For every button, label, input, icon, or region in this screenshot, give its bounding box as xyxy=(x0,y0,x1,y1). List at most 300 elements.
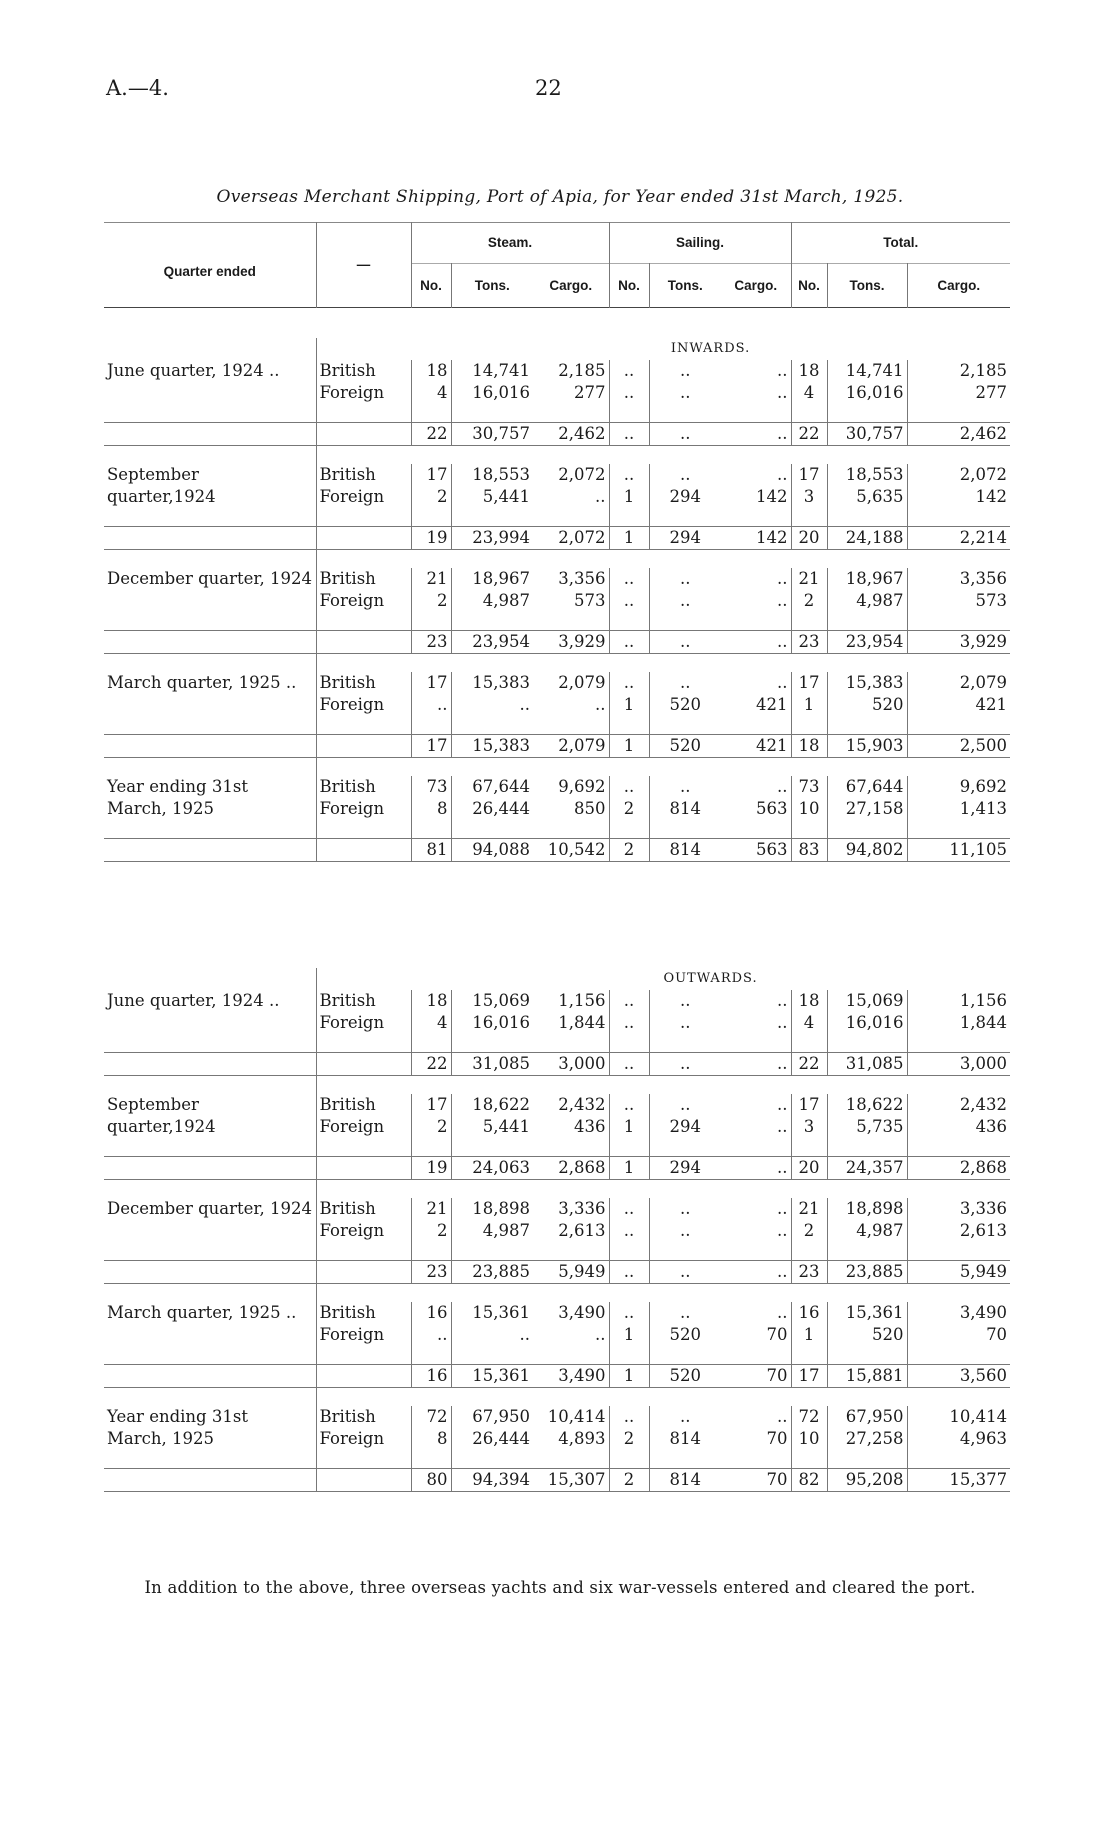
spacer-cell xyxy=(533,404,609,423)
total-no-cell: 3 xyxy=(791,1116,827,1138)
sailing-cargo-cell: 142 xyxy=(756,487,788,506)
spacer-cell xyxy=(104,1157,316,1180)
spacer-cell xyxy=(104,1261,316,1284)
spacer-cell xyxy=(907,1034,1010,1053)
steam-tons-subtotal: 23,994 xyxy=(451,527,533,550)
sailing-cargo-subtotal: 70 xyxy=(721,1365,791,1388)
spacer-cell xyxy=(721,1450,791,1469)
spacer-cell xyxy=(451,1242,533,1261)
header-total-cargo: Cargo. xyxy=(907,264,1010,308)
nationality-label: British xyxy=(316,1198,411,1220)
total-no-cell: 3 xyxy=(791,486,827,508)
sailing-tons-cell: .. xyxy=(649,672,721,694)
header-total-no: No. xyxy=(791,264,827,308)
total-tons-cell: 18,967 xyxy=(827,568,907,590)
table-row xyxy=(104,672,1010,694)
steam-tons-subtotal: 24,063 xyxy=(451,1157,533,1180)
table-row xyxy=(104,1302,1010,1324)
total-tons-cell: 5,635 xyxy=(827,486,907,508)
spacer-row xyxy=(104,1450,1010,1469)
steam-no-cell: 17 xyxy=(411,464,451,486)
spacer-cell xyxy=(609,1450,649,1469)
table-row xyxy=(104,360,1010,382)
sailing-tons-subtotal: .. xyxy=(649,1261,721,1284)
subtotal-row xyxy=(104,839,1010,862)
nationality-label: Foreign xyxy=(316,382,411,404)
spacer-cell xyxy=(649,716,721,735)
steam-no-cell: 8 xyxy=(411,798,451,820)
spacer-cell xyxy=(451,820,533,839)
sailing-tons-subtotal: 520 xyxy=(649,1365,721,1388)
spacer-cell xyxy=(791,404,827,423)
steam-cargo-cell: 850 xyxy=(574,799,606,818)
spacer-cell xyxy=(907,716,1010,735)
spacer-cell xyxy=(827,1346,907,1365)
total-cargo-cell: 70 xyxy=(907,1324,1010,1346)
total-no-cell: 16 xyxy=(791,1302,827,1324)
steam-tons-cell: 18,553 xyxy=(451,464,533,486)
nationality-label: Foreign xyxy=(316,486,411,508)
sailing-cargo-cell: .. xyxy=(777,591,788,610)
steam-cargo-cell: 1,844 xyxy=(558,1013,606,1032)
total-tons-cell: 520 xyxy=(827,694,907,716)
steam-cargo-subtotal: 5,949 xyxy=(533,1261,609,1284)
sailing-cargo-subtotal: 421 xyxy=(721,735,791,758)
sailing-cargo-cell: 70 xyxy=(766,1325,788,1344)
quarter-label: Year ending 31st March, 1925 xyxy=(107,777,248,818)
header-steam-no: No. xyxy=(411,264,451,308)
total-cargo-subtotal: 3,929 xyxy=(907,631,1010,654)
spacer-cell xyxy=(649,1034,721,1053)
total-cargo-subtotal: 2,868 xyxy=(907,1157,1010,1180)
spacer-cell xyxy=(451,716,533,735)
steam-tons-cell: 15,361 xyxy=(451,1302,533,1324)
spacer-cell xyxy=(104,968,316,990)
spacer-cell xyxy=(316,1365,411,1388)
total-cargo-subtotal: 15,377 xyxy=(907,1469,1010,1492)
steam-cargo-cell: 573 xyxy=(574,591,606,610)
sailing-tons-cell: .. xyxy=(649,1220,721,1242)
steam-cargo-subtotal: 3,490 xyxy=(533,1365,609,1388)
quarter-label: December quarter, 1924 xyxy=(107,569,312,588)
sailing-cargo-cell: .. xyxy=(777,1095,788,1114)
sailing-no-cell: .. xyxy=(609,360,649,382)
total-no-cell: 18 xyxy=(791,990,827,1012)
spacer-cell xyxy=(649,1242,721,1261)
sailing-no-subtotal: 1 xyxy=(609,1157,649,1180)
total-cargo-cell: 1,413 xyxy=(907,798,1010,820)
spacer-cell xyxy=(791,508,827,527)
sailing-tons-cell: .. xyxy=(649,1094,721,1116)
total-no-subtotal: 17 xyxy=(791,1365,827,1388)
spacer-cell xyxy=(104,820,316,839)
spacer-cell xyxy=(609,612,649,631)
spacer-cell xyxy=(609,1138,649,1157)
total-no-cell: 18 xyxy=(791,360,827,382)
quarter-label: March quarter, 1925 .. xyxy=(107,673,297,692)
total-cargo-subtotal: 5,949 xyxy=(907,1261,1010,1284)
sailing-cargo-cell: .. xyxy=(777,1407,788,1426)
spacer-cell xyxy=(791,612,827,631)
sailing-no-cell: .. xyxy=(609,1302,649,1324)
sailing-no-cell: .. xyxy=(609,1094,649,1116)
sailing-tons-cell: 520 xyxy=(649,694,721,716)
spacer-cell xyxy=(907,1138,1010,1157)
nationality-label: Foreign xyxy=(316,1220,411,1242)
spacer-cell xyxy=(533,508,609,527)
total-no-cell: 10 xyxy=(791,798,827,820)
spacer-row xyxy=(104,1388,1010,1407)
steam-tons-cell: 16,016 xyxy=(451,382,533,404)
steam-tons-cell: 16,016 xyxy=(451,1012,533,1034)
spacer-row xyxy=(104,820,1010,839)
spacer-row xyxy=(104,550,1010,569)
table-row xyxy=(104,990,1010,1012)
sailing-no-subtotal: .. xyxy=(609,423,649,446)
spacer-cell xyxy=(451,1450,533,1469)
sailing-tons-cell: .. xyxy=(649,360,721,382)
nationality-label: Foreign xyxy=(316,1116,411,1138)
total-tons-subtotal: 31,085 xyxy=(827,1053,907,1076)
spacer-cell xyxy=(104,1034,316,1053)
sailing-tons-cell: .. xyxy=(649,990,721,1012)
document-reference: A.—4. xyxy=(106,76,169,100)
subtotal-row xyxy=(104,423,1010,446)
total-no-cell: 1 xyxy=(791,694,827,716)
steam-tons-cell: 67,950 xyxy=(451,1406,533,1428)
spacer-cell xyxy=(316,1138,411,1157)
spacer-cell xyxy=(316,527,411,550)
total-tons-cell: 18,622 xyxy=(827,1094,907,1116)
nationality-label: Foreign xyxy=(316,798,411,820)
spacer-cell xyxy=(533,1346,609,1365)
spacer-cell xyxy=(533,1242,609,1261)
sailing-no-cell: 2 xyxy=(609,1428,649,1450)
steam-no-cell: 4 xyxy=(411,382,451,404)
sailing-tons-cell: 294 xyxy=(649,1116,721,1138)
sailing-no-cell: .. xyxy=(609,1012,649,1034)
sailing-tons-cell: .. xyxy=(649,590,721,612)
sailing-cargo-cell: .. xyxy=(777,1117,788,1136)
total-tons-cell: 15,361 xyxy=(827,1302,907,1324)
steam-cargo-subtotal: 15,307 xyxy=(533,1469,609,1492)
sailing-cargo-cell: .. xyxy=(777,361,788,380)
steam-cargo-subtotal: 10,542 xyxy=(533,839,609,862)
sailing-no-cell: .. xyxy=(609,990,649,1012)
header-steam-cargo: Cargo. xyxy=(549,277,593,293)
total-tons-subtotal: 24,188 xyxy=(827,527,907,550)
steam-no-subtotal: 23 xyxy=(411,631,451,654)
spacer-cell xyxy=(316,446,411,465)
spacer-cell xyxy=(104,404,316,423)
spacer-cell xyxy=(316,1261,411,1284)
steam-tons-cell: 15,383 xyxy=(451,672,533,694)
nationality-label: British xyxy=(316,990,411,1012)
spacer-row xyxy=(104,404,1010,423)
spacer-cell xyxy=(721,1242,791,1261)
spacer-cell xyxy=(907,508,1010,527)
subtotal-row xyxy=(104,1261,1010,1284)
total-no-subtotal: 22 xyxy=(791,1053,827,1076)
table-row xyxy=(104,464,1010,486)
spacer-cell xyxy=(316,1157,411,1180)
total-cargo-cell: 9,692 xyxy=(907,776,1010,798)
sailing-tons-subtotal: .. xyxy=(649,423,721,446)
total-tons-subtotal: 95,208 xyxy=(827,1469,907,1492)
sailing-no-subtotal: .. xyxy=(609,1261,649,1284)
steam-cargo-cell: .. xyxy=(595,1325,606,1344)
spacer-cell xyxy=(411,820,451,839)
steam-no-cell: 21 xyxy=(411,568,451,590)
steam-no-subtotal: 81 xyxy=(411,839,451,862)
spacer-cell xyxy=(316,1053,411,1076)
spacer-cell xyxy=(609,1346,649,1365)
total-tons-cell: 520 xyxy=(827,1324,907,1346)
total-tons-subtotal: 30,757 xyxy=(827,423,907,446)
steam-no-cell: 72 xyxy=(411,1406,451,1428)
spacer-cell xyxy=(411,1450,451,1469)
spacer-cell xyxy=(411,1242,451,1261)
spacer-cell xyxy=(609,820,649,839)
steam-no-cell: 17 xyxy=(411,672,451,694)
spacer-cell xyxy=(104,839,316,862)
nationality-label: Foreign xyxy=(316,1012,411,1034)
sailing-no-cell: .. xyxy=(609,464,649,486)
total-cargo-subtotal: 3,560 xyxy=(907,1365,1010,1388)
sailing-no-subtotal: .. xyxy=(609,1053,649,1076)
spacer-cell xyxy=(316,1034,411,1053)
total-tons-subtotal: 15,903 xyxy=(827,735,907,758)
sailing-no-cell: 1 xyxy=(609,486,649,508)
table-title: Overseas Merchant Shipping, Port of Apia, for Year ended 31st March, 1925. xyxy=(216,187,904,207)
spacer-cell xyxy=(609,404,649,423)
steam-tons-cell: 5,441 xyxy=(451,486,533,508)
spacer-cell xyxy=(104,654,316,673)
spacer-cell xyxy=(649,1346,721,1365)
spacer-cell xyxy=(827,820,907,839)
spacer-cell xyxy=(316,716,411,735)
spacer-cell xyxy=(104,1346,316,1365)
spacer-row xyxy=(104,1034,1010,1053)
spacer-row xyxy=(104,758,1010,777)
inwards-section-label: INWARDS. xyxy=(670,341,751,356)
sailing-tons-cell: .. xyxy=(649,1012,721,1034)
spacer-cell xyxy=(411,404,451,423)
steam-tons-cell: 14,741 xyxy=(451,360,533,382)
spacer-cell xyxy=(533,716,609,735)
steam-tons-subtotal: 23,885 xyxy=(451,1261,533,1284)
spacer-cell xyxy=(411,446,1010,465)
sailing-no-cell: .. xyxy=(609,776,649,798)
nationality-label: Foreign xyxy=(316,590,411,612)
spacer-cell xyxy=(316,654,411,673)
sailing-cargo-cell: .. xyxy=(777,383,788,402)
spacer-cell xyxy=(104,508,316,527)
total-no-cell: 21 xyxy=(791,568,827,590)
spacer-cell xyxy=(104,1388,316,1407)
sailing-no-subtotal: .. xyxy=(609,631,649,654)
steam-tons-cell: 67,644 xyxy=(451,776,533,798)
total-cargo-cell: 573 xyxy=(907,590,1010,612)
quarter-label: September quarter,1924 xyxy=(107,465,216,506)
total-tons-cell: 16,016 xyxy=(827,382,907,404)
steam-tons-cell: 4,987 xyxy=(451,590,533,612)
spacer-cell xyxy=(649,820,721,839)
spacer-cell xyxy=(791,1138,827,1157)
spacer-cell xyxy=(411,612,451,631)
inwards-section-heading-row xyxy=(104,338,1010,360)
spacer-cell xyxy=(104,550,316,569)
header-sailing: Sailing. xyxy=(609,223,791,264)
spacer-row xyxy=(104,446,1010,465)
total-tons-subtotal: 23,954 xyxy=(827,631,907,654)
table-row xyxy=(104,776,1010,798)
total-tons-cell: 5,735 xyxy=(827,1116,907,1138)
spacer-cell xyxy=(104,758,316,777)
steam-cargo-cell: 4,893 xyxy=(558,1429,606,1448)
total-tons-cell: 15,383 xyxy=(827,672,907,694)
subtotal-row xyxy=(104,527,1010,550)
steam-cargo-cell: 2,185 xyxy=(558,361,606,380)
spacer-cell xyxy=(649,1138,721,1157)
header-sailing-tons: Tons. xyxy=(649,264,721,308)
sailing-tons-cell: .. xyxy=(649,1198,721,1220)
spacer-cell xyxy=(104,716,316,735)
steam-cargo-cell: 2,613 xyxy=(558,1221,606,1240)
steam-cargo-subtotal: 3,000 xyxy=(533,1053,609,1076)
total-no-cell: 17 xyxy=(791,1094,827,1116)
spacer-cell xyxy=(316,968,411,990)
steam-tons-cell: 5,441 xyxy=(451,1116,533,1138)
sailing-no-subtotal: 2 xyxy=(609,839,649,862)
steam-tons-subtotal: 94,088 xyxy=(451,839,533,862)
total-cargo-cell: 277 xyxy=(907,382,1010,404)
nationality-label: Foreign xyxy=(316,694,411,716)
spacer-cell xyxy=(316,338,411,360)
spacer-row xyxy=(104,1284,1010,1303)
total-cargo-subtotal: 2,462 xyxy=(907,423,1010,446)
sailing-no-subtotal: 1 xyxy=(609,527,649,550)
spacer-cell xyxy=(827,1242,907,1261)
total-no-subtotal: 18 xyxy=(791,735,827,758)
subtotal-row xyxy=(104,1469,1010,1492)
nationality-label: British xyxy=(316,1094,411,1116)
spacer-cell xyxy=(316,839,411,862)
sailing-tons-cell: 814 xyxy=(649,1428,721,1450)
sailing-tons-cell: .. xyxy=(649,464,721,486)
spacer-cell xyxy=(316,1346,411,1365)
steam-no-subtotal: 22 xyxy=(411,423,451,446)
spacer-cell xyxy=(907,1450,1010,1469)
steam-cargo-cell: .. xyxy=(595,487,606,506)
spacer-cell xyxy=(609,1242,649,1261)
spacer-cell xyxy=(411,758,1010,777)
total-no-cell: 4 xyxy=(791,1012,827,1034)
quarter-label: Year ending 31st March, 1925 xyxy=(107,1407,248,1448)
spacer-cell xyxy=(104,1365,316,1388)
steam-tons-cell: 4,987 xyxy=(451,1220,533,1242)
spacer-cell xyxy=(316,1242,411,1261)
outwards-section-heading-row xyxy=(104,968,1010,990)
sailing-tons-subtotal: .. xyxy=(649,1053,721,1076)
total-cargo-cell: 3,356 xyxy=(907,568,1010,590)
sailing-no-subtotal: 1 xyxy=(609,1365,649,1388)
steam-no-cell: 8 xyxy=(411,1428,451,1450)
nationality-label: Foreign xyxy=(316,1428,411,1450)
spacer-cell xyxy=(316,423,411,446)
spacer-cell xyxy=(907,1242,1010,1261)
spacer-cell xyxy=(827,1034,907,1053)
total-cargo-cell: 2,432 xyxy=(907,1094,1010,1116)
steam-no-cell: 2 xyxy=(411,1220,451,1242)
total-tons-subtotal: 23,885 xyxy=(827,1261,907,1284)
sailing-tons-cell: .. xyxy=(649,568,721,590)
spacer-cell xyxy=(791,1346,827,1365)
steam-tons-subtotal: 23,954 xyxy=(451,631,533,654)
total-tons-cell: 4,987 xyxy=(827,1220,907,1242)
steam-tons-cell: 18,622 xyxy=(451,1094,533,1116)
header-sailing-cargo: Cargo. xyxy=(734,277,778,293)
spacer-cell xyxy=(609,1034,649,1053)
steam-cargo-cell: 436 xyxy=(574,1117,606,1136)
sailing-tons-subtotal: 814 xyxy=(649,839,721,862)
spacer-row xyxy=(104,508,1010,527)
steam-cargo-cell: 1,156 xyxy=(558,991,606,1010)
steam-cargo-cell: 10,414 xyxy=(547,1407,606,1426)
header-dash: — xyxy=(316,223,411,308)
spacer-cell xyxy=(649,1450,721,1469)
total-no-cell: 72 xyxy=(791,1406,827,1428)
spacer-cell xyxy=(411,1076,1010,1095)
table-row xyxy=(104,568,1010,590)
sailing-cargo-subtotal: 563 xyxy=(721,839,791,862)
nationality-label: British xyxy=(316,1302,411,1324)
spacer-cell xyxy=(316,404,411,423)
total-tons-subtotal: 94,802 xyxy=(827,839,907,862)
total-cargo-cell: 2,185 xyxy=(907,360,1010,382)
sailing-cargo-subtotal: 70 xyxy=(721,1469,791,1492)
steam-tons-cell: 15,069 xyxy=(451,990,533,1012)
spacer-cell xyxy=(721,612,791,631)
nationality-label: British xyxy=(316,672,411,694)
sailing-no-cell: 1 xyxy=(609,694,649,716)
total-cargo-cell: 2,079 xyxy=(907,672,1010,694)
spacer-cell xyxy=(316,820,411,839)
total-cargo-cell: 421 xyxy=(907,694,1010,716)
sailing-tons-subtotal: .. xyxy=(649,631,721,654)
spacer-cell xyxy=(791,820,827,839)
steam-no-cell: 4 xyxy=(411,1012,451,1034)
spacer-cell xyxy=(533,1034,609,1053)
spacer-cell xyxy=(451,1346,533,1365)
spacer-cell xyxy=(827,508,907,527)
total-cargo-cell: 4,963 xyxy=(907,1428,1010,1450)
sailing-cargo-subtotal: 142 xyxy=(721,527,791,550)
total-cargo-subtotal: 3,000 xyxy=(907,1053,1010,1076)
total-cargo-cell: 142 xyxy=(907,486,1010,508)
steam-tons-cell: 18,967 xyxy=(451,568,533,590)
steam-no-cell: .. xyxy=(411,1324,451,1346)
quarter-label: June quarter, 1924 .. xyxy=(107,361,280,380)
quarter-label: December quarter, 1924 xyxy=(107,1199,312,1218)
spacer-cell xyxy=(316,631,411,654)
total-cargo-cell: 436 xyxy=(907,1116,1010,1138)
spacer-cell xyxy=(609,508,649,527)
steam-cargo-cell: 3,356 xyxy=(558,569,606,588)
outwards-table xyxy=(104,968,1010,1492)
sailing-cargo-cell: .. xyxy=(777,1013,788,1032)
total-cargo-cell: 1,156 xyxy=(907,990,1010,1012)
